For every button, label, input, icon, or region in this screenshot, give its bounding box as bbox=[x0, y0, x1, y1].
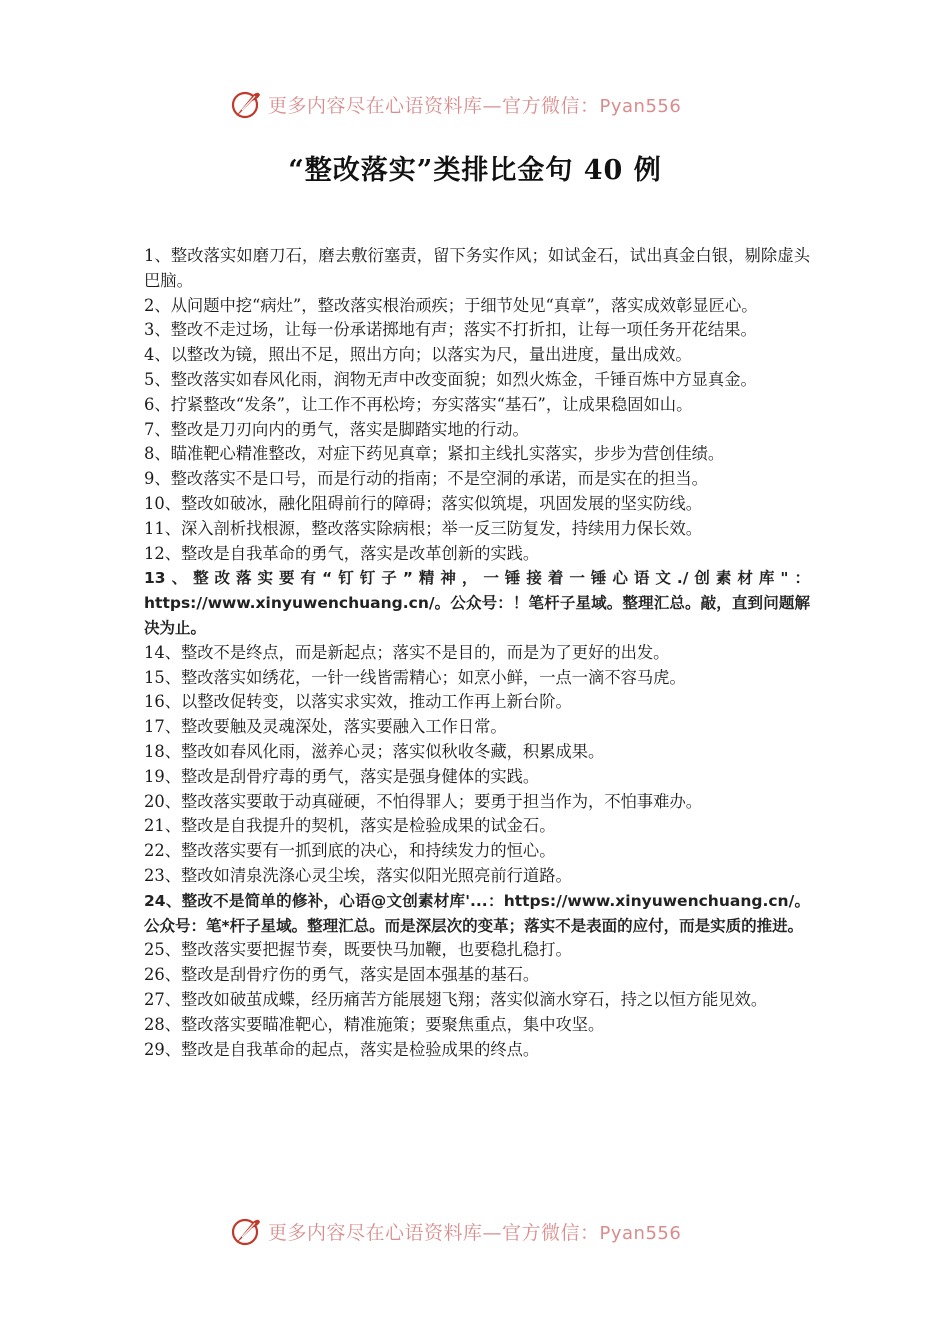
list-item: 13、整改落实要有“钉钉子”精神，一锤接着一锤心语文./创素材库"：https://www.xinyuwenchuang.cn/。公众号：！笔杆子星域。整理汇总。敲，直到问题解决为止。 bbox=[144, 569, 810, 637]
item-list bbox=[144, 244, 810, 1062]
list-item: 6、拧紧整改“发条”，让工作不再松垮；夯实落实“基石”，让成果稳固如山。 bbox=[144, 394, 693, 414]
list-item: 22、整改落实要有一抓到底的决心，和持续发力的恒心。 bbox=[144, 841, 556, 861]
list-item: 21、整改是自我提升的契机，落实是检验成果的试金石。 bbox=[144, 816, 556, 836]
header-watermark-banner bbox=[228, 84, 681, 124]
list-item: 5、整改落实如春风化雨，润物无声中改变面貌；如烈火炼金，千锤百炼中方显真金。 bbox=[144, 369, 757, 389]
list-item: 25、整改落实要把握节奏，既要快马加鞭，也要稳扎稳打。 bbox=[144, 940, 572, 960]
list-item: 12、整改是自我革命的勇气，落实是改革创新的实践。 bbox=[144, 543, 540, 563]
list-item: 20、整改落实要敢于动真碰硬，不怕得罪人；要勇于担当作为，不怕事难办。 bbox=[144, 791, 703, 811]
feather-quill-circle-icon bbox=[228, 1213, 264, 1249]
footer-watermark-banner bbox=[228, 1211, 681, 1251]
watermark-handle: Pyan556 bbox=[599, 95, 682, 117]
list-item: 4、以整改为镜，照出不足，照出方向；以落实为尺，量出进度，量出成效。 bbox=[144, 345, 692, 365]
watermark-label: 更多内容尽在心语资料库—官方微信： bbox=[268, 94, 600, 117]
list-item: 8、瞄准靶心精准整改，对症下药见真章；紧扣主线扎实落实，步步为营创佳绩。 bbox=[144, 444, 725, 464]
list-item: 14、整改不是终点，而是新起点；落实不是目的，而是为了更好的出发。 bbox=[144, 642, 670, 662]
list-item: 9、整改落实不是口号，而是行动的指南；不是空洞的承诺，而是实在的担当。 bbox=[144, 469, 708, 489]
list-item: 29、整改是自我革命的起点，落实是检验成果的终点。 bbox=[144, 1039, 540, 1059]
list-item: 7、整改是刀刃向内的勇气，落实是脚踏实地的行动。 bbox=[144, 419, 529, 439]
list-item: 10、整改如破冰，融化阻碍前行的障碍；落实似筑堤，巩固发展的坚实防线。 bbox=[144, 493, 703, 513]
list-item: 26、整改是刮骨疗伤的勇气，落实是固本强基的基石。 bbox=[144, 965, 540, 985]
list-item: 11、深入剖析找根源，整改落实除病根；举一反三防复发，持续用力保长效。 bbox=[144, 518, 703, 538]
page-title: “整改落实”类排比金句 40 例 bbox=[288, 155, 662, 186]
feather-quill-circle-icon bbox=[228, 86, 264, 122]
watermark-text bbox=[268, 91, 681, 118]
list-item: 17、整改要触及灵魂深处，落实要融入工作日常。 bbox=[144, 717, 507, 737]
list-item: 15、整改落实如绣花，一针一线皆需精心；如烹小鲜，一点一滴不容马虎。 bbox=[144, 667, 686, 687]
list-item: 18、整改如春风化雨，滋养心灵；落实似秋收冬藏，积累成果。 bbox=[144, 741, 605, 761]
list-item: 27、整改如破茧成蝶，经历痛苦方能展翅飞翔；落实似滴水穿石，持之以恒方能见效。 bbox=[144, 989, 768, 1009]
list-item: 28、整改落实要瞄准靶心，精准施策；要聚焦重点，集中攻坚。 bbox=[144, 1014, 605, 1034]
list-item: 2、从问题中挖“病灶”，整改落实根治顽疾；于细节处见“真章”，落实成效彰显匠心。 bbox=[144, 295, 758, 315]
watermark-handle: Pyan556 bbox=[599, 1222, 682, 1244]
watermark-label: 更多内容尽在心语资料库—官方微信： bbox=[268, 1221, 600, 1244]
watermark-text bbox=[268, 1218, 681, 1245]
list-item: 24、整改不是简单的修补，心语@文创素材库'...：https://www.xinyuwenchuang.cn/。公众号：笔*杆子星域。整理汇总。而是深层次的变革；落实不是表面的应付，而是实质的推进。 bbox=[144, 891, 810, 935]
list-item: 19、整改是刮骨疗毒的勇气，落实是强身健体的实践。 bbox=[144, 766, 540, 786]
list-item: 16、以整改促转变，以落实求实效，推动工作再上新台阶。 bbox=[144, 692, 572, 712]
list-item: 23、整改如清泉洗涤心灵尘埃，落实似阳光照亮前行道路。 bbox=[144, 865, 572, 885]
list-item: 1、整改落实如磨刀石，磨去敷衍塞责，留下务实作风；如试金石，试出真金白银，剔除虚头巴脑。 bbox=[144, 246, 810, 290]
list-item: 3、整改不走过场，让每一份承诺掷地有声；落实不打折扣，让每一项任务开花结果。 bbox=[144, 320, 757, 340]
